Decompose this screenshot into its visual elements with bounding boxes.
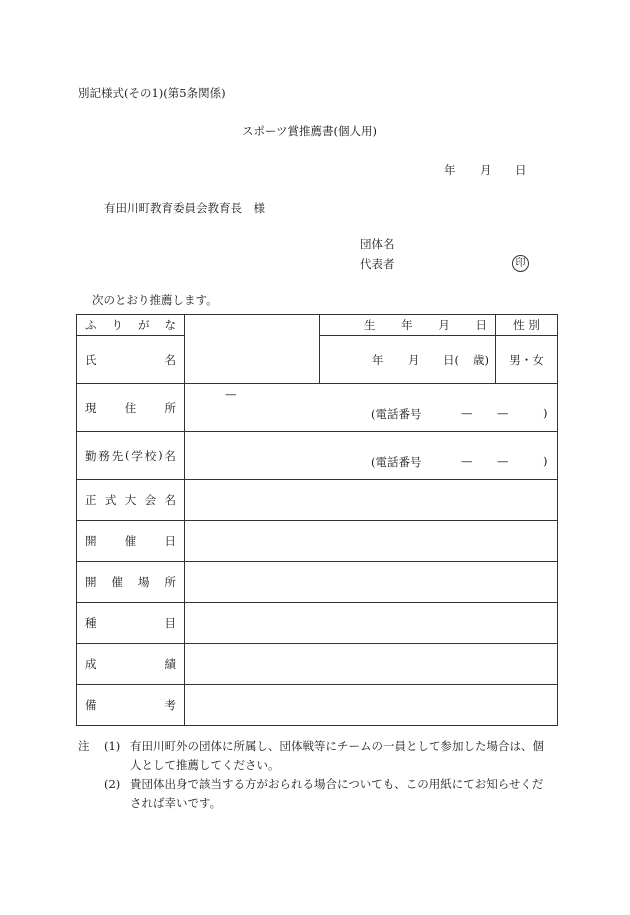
form-reference: 別記様式(その1)(第5条関係) [78,86,226,100]
note-2-number: (2) [104,777,121,791]
date-day-label: 日 [515,163,527,177]
name-label-cell: 氏 名 [77,336,185,384]
gender-header-cell: 性 別 [496,315,558,336]
form-title: スポーツ賞推薦書(個人用) [242,124,378,138]
postal-dash: — [225,387,237,401]
furigana-label-cell: ふ り が な [77,315,185,336]
name-input-cell[interactable] [185,315,320,384]
intro-text: 次のとおり推薦します。 [92,293,218,307]
note-2-line-2: されば幸いです。 [130,796,222,810]
event-name-label-cell: 正 式 大 会 名 [77,480,185,521]
workplace-label-cell: 勤 務 先 ( 学 校 ) 名 [77,432,185,480]
note-1-line-1: 有田川町外の団体に所属し、団体戦等にチームの一員として参加した場合は、個 [130,739,544,753]
seal-icon: 印 [512,255,529,272]
result-label-cell: 成 績 [77,644,185,685]
birthdate-header-cell: 生 年 月 日 [320,315,496,336]
note-1-number: (1) [104,739,121,753]
event-name-input-cell[interactable] [185,480,558,521]
representative-label: 代表者 [360,257,395,271]
addressee: 有田川町教育委員会教育長 様 [104,201,265,215]
discipline-input-cell[interactable] [185,603,558,644]
remarks-label-cell: 備 考 [77,685,185,726]
address-phone-label: (電話番号 [371,407,422,421]
address-input-cell[interactable]: — (電話番号 — — ) [185,384,558,432]
discipline-label-cell: 種 目 [77,603,185,644]
result-input-cell[interactable] [185,644,558,685]
notes-prefix: 注 [78,739,90,753]
seal-mark [512,255,529,272]
nomination-form-table [76,314,558,726]
remarks-input-cell[interactable] [185,685,558,726]
event-venue-label-cell: 開 催 場 所 [77,562,185,603]
org-name-label: 団体名 [360,237,395,251]
date-month-label: 月 [480,163,492,177]
event-venue-input-cell[interactable] [185,562,558,603]
workplace-phone-label: (電話番号 [371,455,422,469]
workplace-input-cell[interactable]: (電話番号 — — ) [185,432,558,480]
gender-select-cell[interactable]: 男・女 [496,336,558,384]
date-year-label: 年 [444,163,456,177]
note-1-line-2: 人として推薦してください。 [130,758,280,772]
address-label-cell: 現 住 所 [77,384,185,432]
event-date-input-cell[interactable] [185,521,558,562]
birthdate-input-cell[interactable]: 年 月 日( 歳) [320,336,496,384]
event-date-label-cell: 開 催 日 [77,521,185,562]
note-2-line-1: 貴団体出身で該当する方がおられる場合についても、この用紙にてお知らせくだ [130,777,544,791]
